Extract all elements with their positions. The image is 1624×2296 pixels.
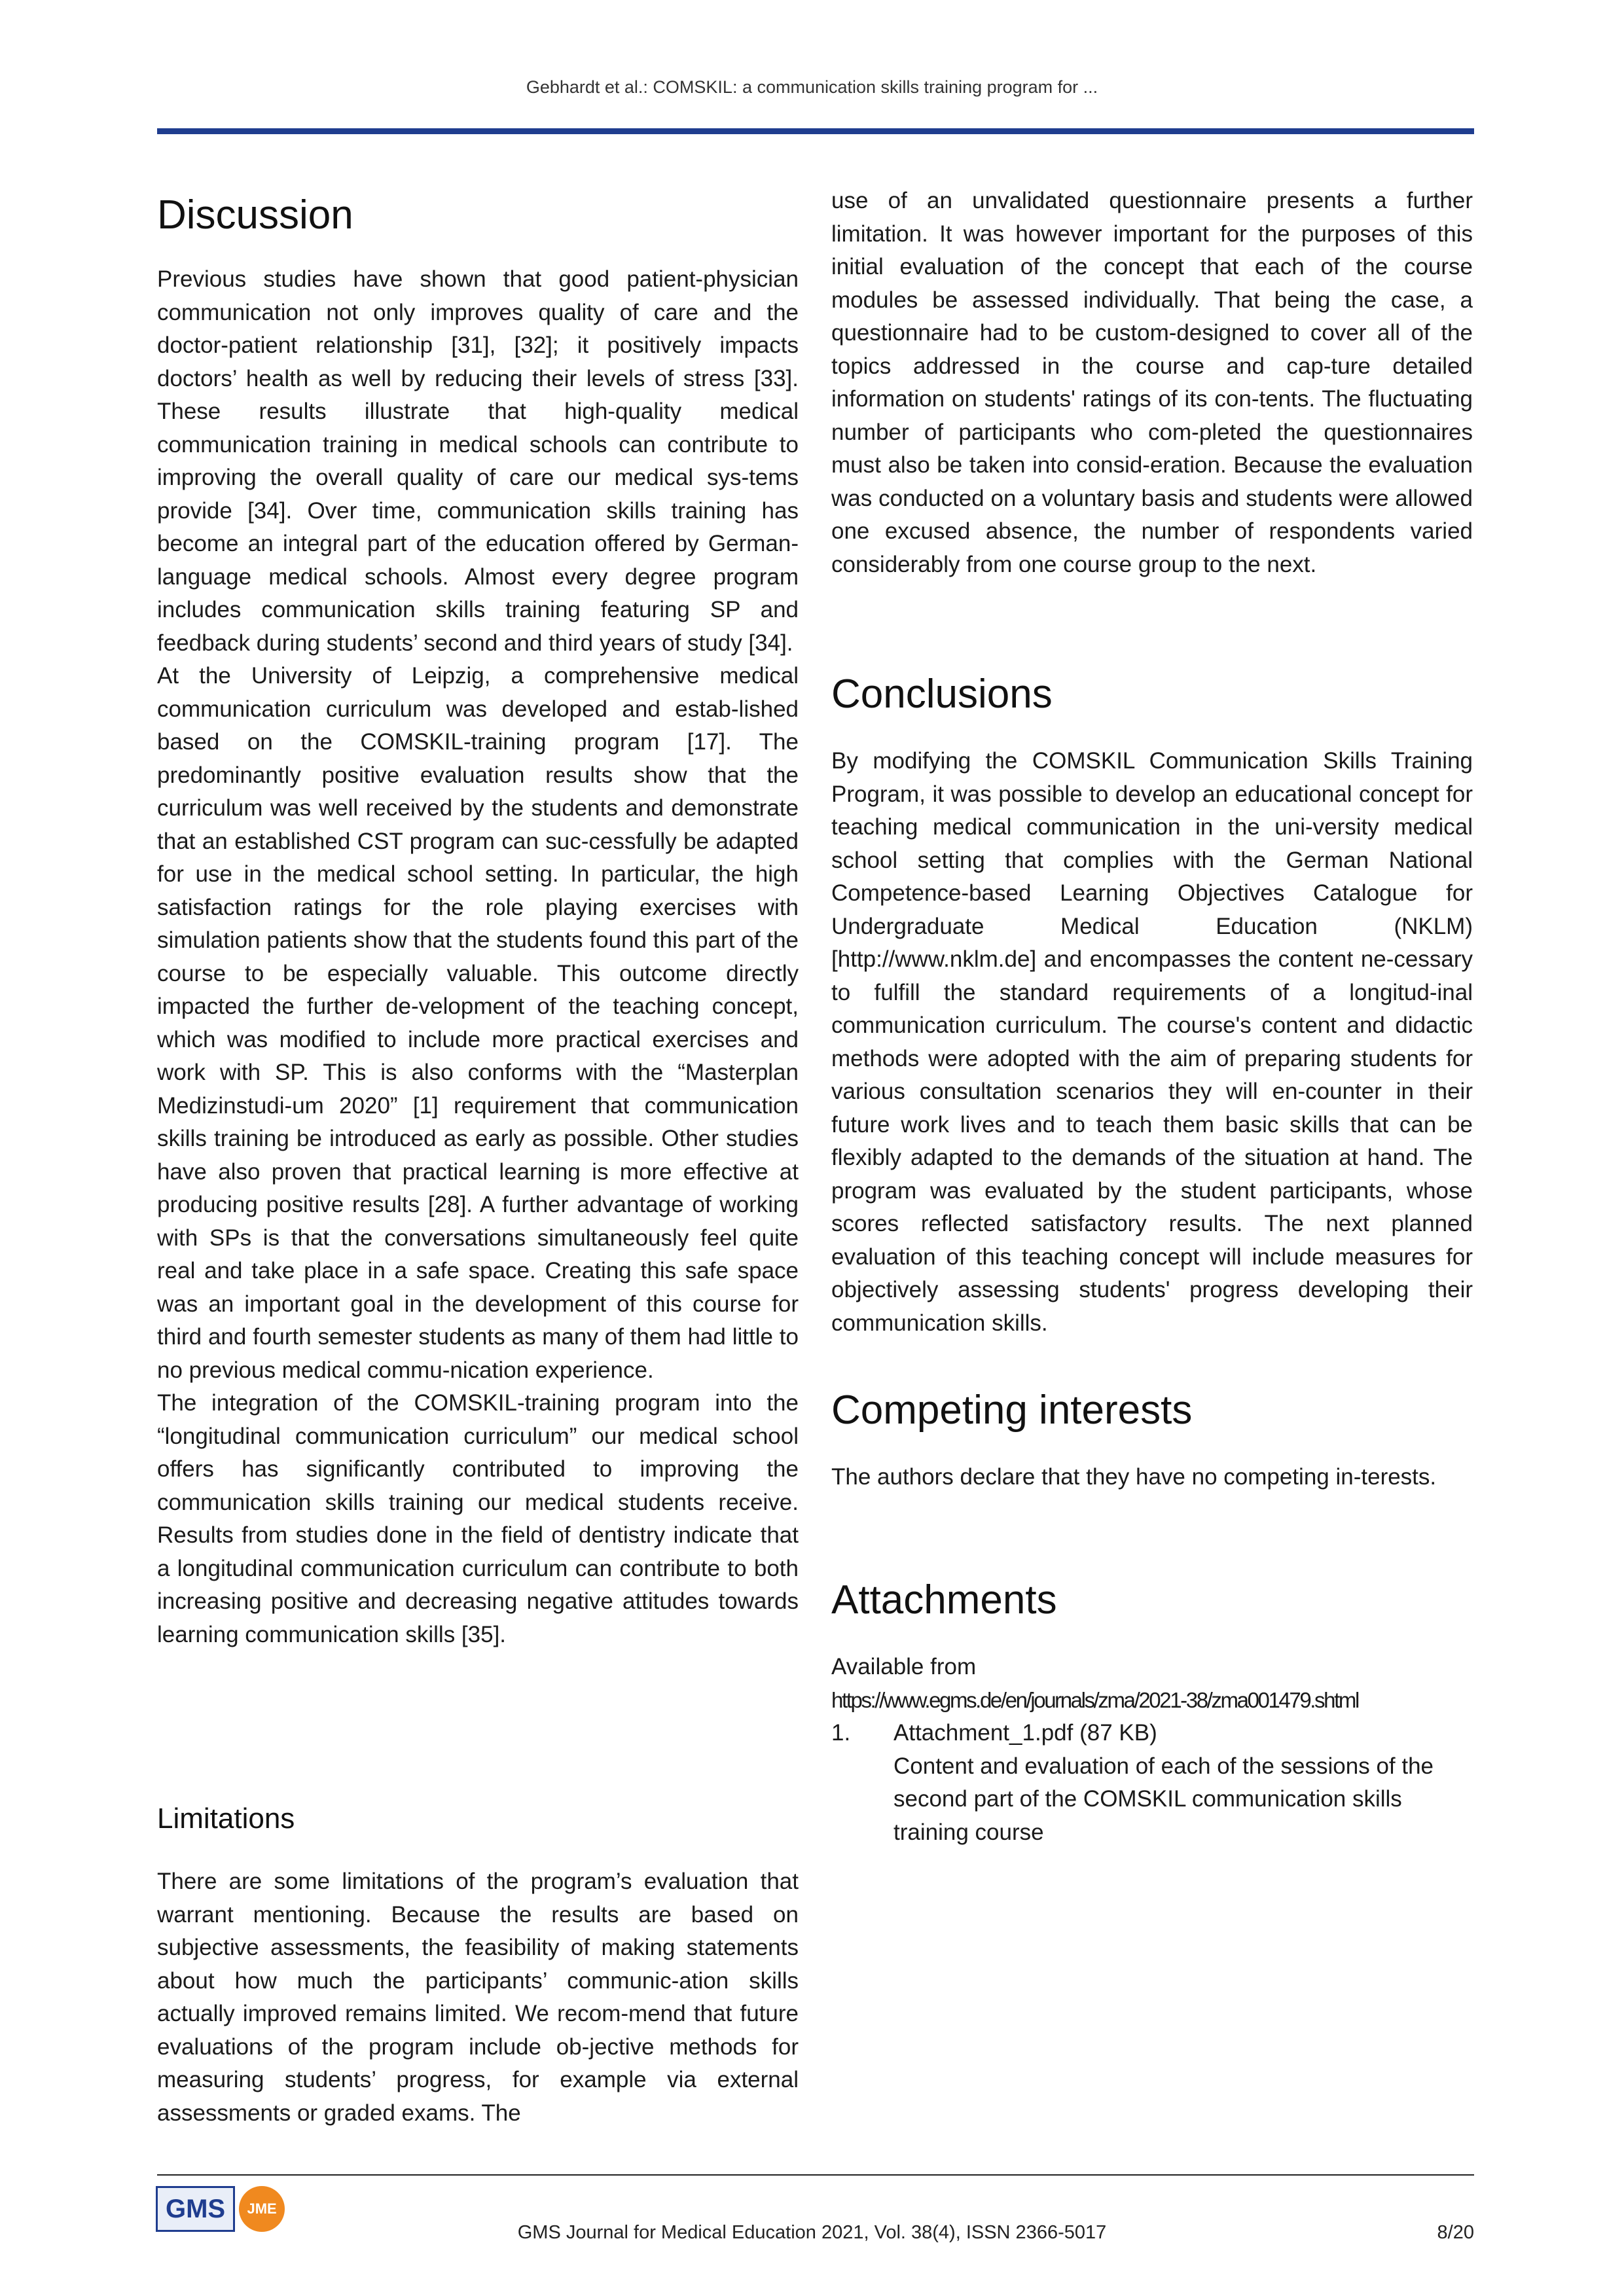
conclusions-paragraph: By modifying the COMSKIL Communication Skills Training Program, it was possible to develop an educational concept for teaching medical communication in the uni-versity medical school setting that complies with the German National Competence-based Learning Objectives Catalogue for Undergraduate Medical Education (NKLM) [http://www.nklm.de] and encompasses the content ne-cessary to fulfill the standard requirements of a longitud-inal communication curriculum. The course's content and didactic methods were adopted with the aim of preparing students for various consultation scenarios they will en-counter in their future work lives and to teach them basic skills that can be flexibly adapted to the demands of the situation at hand. The program was evaluated by the student participants, whose scores reflected satisfactory results. The next planned evaluation of this teaching concept will include measures for objectively assessing students' progress developing their communication skills. — [831, 748, 1473, 1336]
attachment-description: Content and evaluation of each of the sessions of the second part of the COMSKIL communication skills training course — [893, 1753, 1434, 1845]
page-number: 8/20 — [1437, 2222, 1474, 2243]
attachments-available-label: Available from — [831, 1654, 977, 1679]
footer-rule — [157, 2174, 1474, 2176]
jme-logo: JME — [239, 2186, 285, 2232]
conclusions-body — [831, 745, 1473, 1340]
limitations-paragraph: There are some limitations of the program’s evaluation that warrant mentioning. Because the results are based on subjective assessments, the feasibility of making statements about how much the participants’ communic-ation skills actually improved remains limited. We recom-mend that future evaluations of the program include ob-jective methods for measuring students’ progress, for example via external assessments or graded exams. The — [157, 1869, 799, 2126]
discussion-paragraph: At the University of Leipzig, a comprehensive medical communication curriculum was developed and estab-lished based on the COMSKIL-training program [17]. The predominantly positive evaluation results show that the curriculum was well received by the students and demonstrate that an established CST program can suc-cessfully be adapted for use in the medical school setting. In particular, the high satisfaction ratings for the role playing exercises with simulation patients show that the students found this part of the course to be especially valuable. This outcome directly impacted the further de-velopment of the teaching concept, which was modified to include more practical exercises and work with SP. This is also conforms with the “Masterplan Medizinstudi-um 2020” [1] requirement that communication skills training be introduced as early as possible. Other studies have also proven that practical learning is more effective at producing positive results [28]. A further advantage of working with SPs is that the conversations simultaneously feel quite real and take place in a safe space. Creating this safe space was an important goal in the development of this course for third and fourth semester students as many of them had little to no previous medical commu-nication experience. — [157, 663, 799, 1383]
attachments-body — [831, 1651, 1473, 1849]
discussion-paragraph: Previous studies have shown that good patient-physician communication not only improves quality of care and the doctor-patient relationship [31], [32]; it positively impacts doctors’ health as well by reducing their levels of stress [33]. These results illustrate that high-quality medical communication training in medical schools can contribute to improving the overall quality of care our medical sys-tems provide [34]. Over time, communication skills training has become an integral part of the education offered by German-language medical schools. Almost every degree program includes communication skills training featuring SP and feedback during students’ second and third years of study [34]. — [157, 266, 799, 656]
competing-interests-paragraph: The authors declare that they have no competing in-terests. — [831, 1464, 1437, 1490]
attachment-number: 1. — [831, 1720, 851, 1746]
attachments-url-link[interactable]: https://www.egms.de/en/journals/zma/2021-38/zma001479.shtml — [831, 1687, 1358, 1712]
limitations-continued — [831, 185, 1473, 581]
discussion-paragraph: The integration of the COMSKIL-training program into the “longitudinal communication curriculum” our medical school offers has significantly contributed to improving the communication skills training our medical students receive. Results from studies done in the field of dentistry indicate that a longitudinal communication curriculum can contribute to both increasing positive and decreasing negative attitudes towards learning communication skills [35]. — [157, 1390, 799, 1647]
competing-interests-body — [831, 1461, 1473, 1494]
gms-logo: GMS — [156, 2186, 235, 2232]
discussion-heading: Discussion — [157, 192, 353, 238]
attachment-item[interactable] — [831, 1717, 1473, 1849]
competing-interests-heading: Competing interests — [831, 1388, 1193, 1433]
limitations-heading: Limitations — [157, 1803, 295, 1835]
limitations-body — [157, 1865, 799, 2130]
attachments-heading: Attachments — [831, 1577, 1057, 1623]
header-rule — [157, 128, 1474, 134]
footer-citation: GMS Journal for Medical Education 2021, Vol. 38(4), ISSN 2366-5017 — [517, 2222, 1107, 2243]
running-title: Gebhardt et al.: COMSKIL: a communication skills training program for ... — [526, 77, 1098, 97]
attachment-details — [893, 1717, 1473, 1849]
conclusions-heading: Conclusions — [831, 672, 1053, 717]
discussion-body — [157, 263, 799, 1651]
limitations-continued-paragraph: use of an unvalidated questionnaire presents a further limitation. It was however important for the purposes of this initial evaluation of the concept that each of the course modules be assessed individually. That being the case, a questionnaire had to be custom-designed to cover all of the topics addressed in the course and cap-ture detailed information on students' ratings of its con-tents. The fluctuating number of participants who com-pleted the questionnaires must also be taken into consid-eration. Because the evaluation was conducted on a voluntary basis and students were allowed one excused absence, the number of respondents varied considerably from one course group to the next. — [831, 188, 1473, 577]
attachment-file-link[interactable]: Attachment_1.pdf (87 KB) — [893, 1720, 1157, 1746]
